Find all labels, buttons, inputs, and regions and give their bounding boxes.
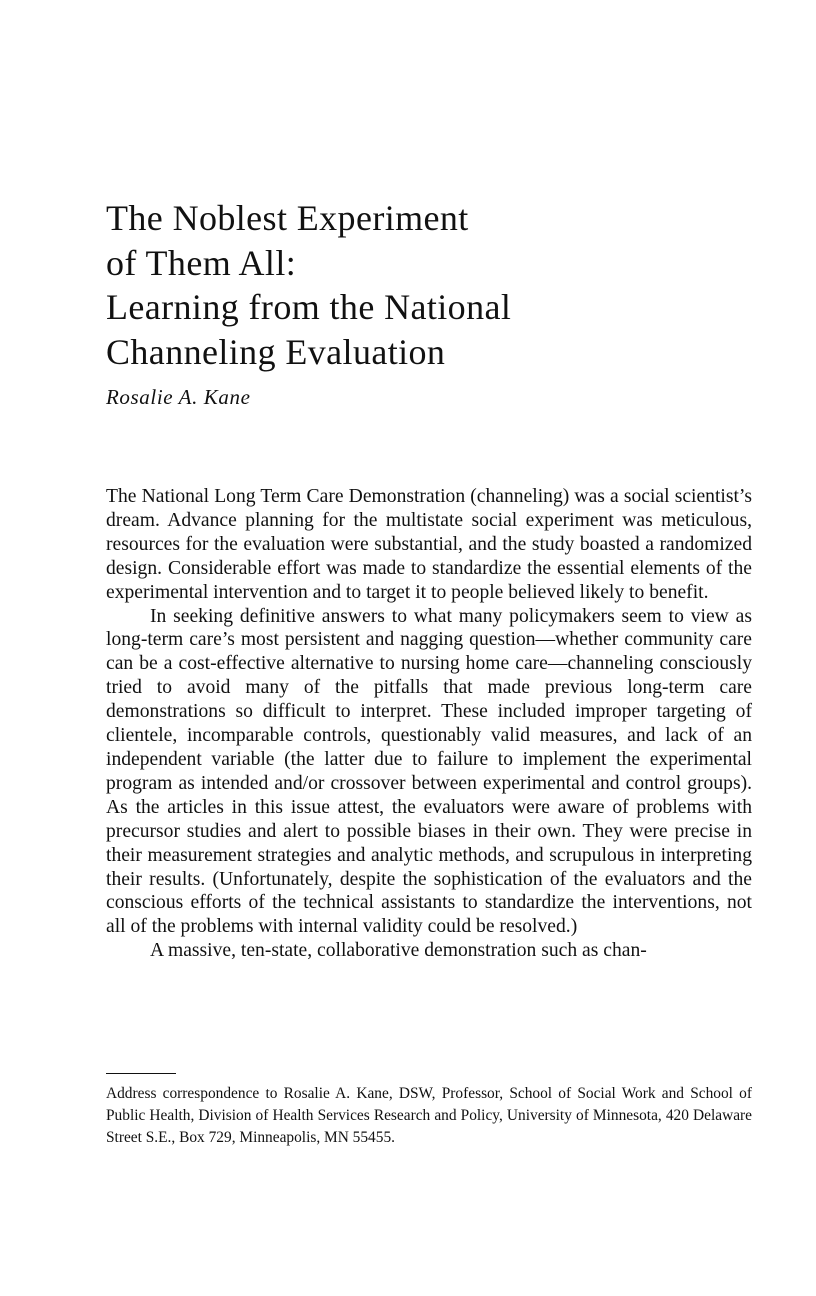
title-line: The Noblest Experiment (106, 198, 469, 238)
title-line: Channeling Evaluation (106, 331, 446, 372)
title-line: Learning from the National (106, 287, 512, 327)
correspondence-footnote: Address correspondence to Rosalie A. Kane, DSW, Professor, School of Social Work and School of Public Health, Division of Health Services Research and Policy, University of Minnesota, 420 Delaware Street S.E., Box 729, Minneapolis, MN 55455. (106, 1085, 752, 1146)
title-line: of Them All: (106, 242, 297, 283)
article-body (106, 485, 752, 963)
author-name: Rosalie A. Kane (106, 385, 251, 409)
body-paragraph-3: A massive, ten-state, collaborative demonstration such as chan- (150, 940, 647, 962)
article-title (106, 196, 706, 374)
body-paragraph-2: In seeking definitive answers to what many policymakers seem to view as long-term care’s most persistent and nagging question—whether community care can be a cost-effective alternative to nursing home care—channeling consciously tried to avoid many of the pitfalls that made previous long-term care demonstrations so difficult to interpret. These included improper targeting of clientele, incomparable controls, questionably valid measures, and lack of an independent variable (the latter due to failure to implement the experimental program as intended and/or crossover between experimental and control groups). As the articles in this issue attest, the evaluators were aware of problems with precursor studies and alert to possible biases in their own. They were precise in their measurement strategies and analytic methods, and scrupulous in interpreting their results. (Unfortunately, despite the sophistication of the evaluators and the conscious efforts of the technical assistants to standardize the interventions, not all of the problems with internal validity could be resolved.) (106, 605, 752, 938)
body-paragraph-1: The National Long Term Care Demonstration (channeling) was a social scientist’s dream. Advance planning for the multistate social experiment was meticulous, resources for the evaluation were substantial, and the study boasted a randomized design. Considerable effort was made to standardize the essential elements of the experimental intervention and to target it to people believed likely to benefit. (106, 486, 752, 603)
footnote-divider (106, 1073, 176, 1074)
